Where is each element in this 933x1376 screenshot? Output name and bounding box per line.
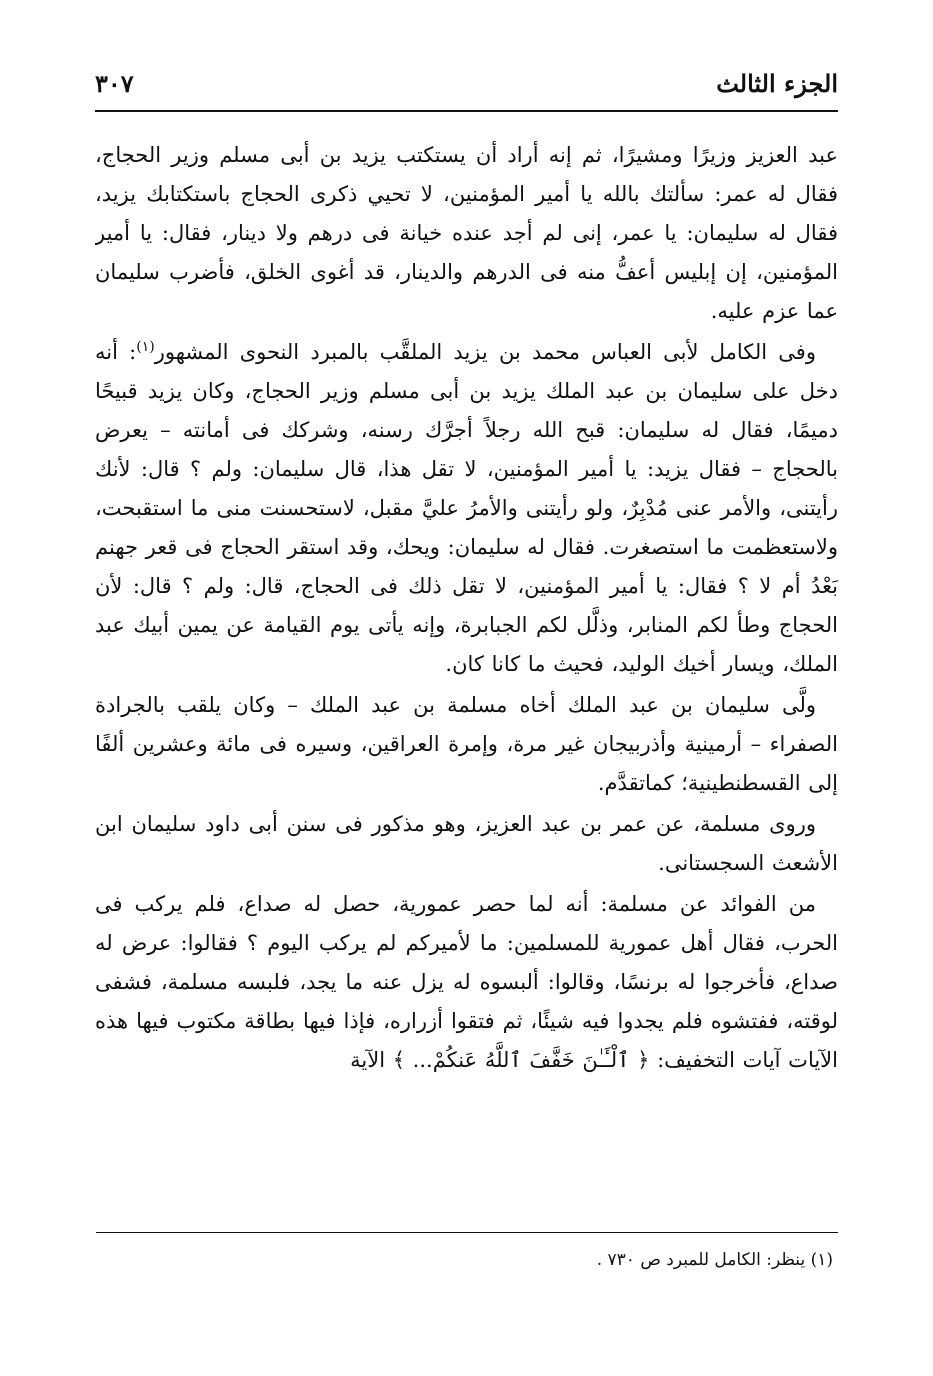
paragraph-2-text-continued: : أنه دخل على سليمان بن عبد الملك يزيد بن أبى مسلم وزير الحجاج، وكان يزيد قبيحًا دميمًا، فقال له سليمان: قبح الله رجلاً أجرَّك رسنه، وشركك فى أمانته – يعرض بالحجاج – فقال يزيد: يا أمير المؤمنين، لا تقل هذا، قال سليمان: ولم ؟ قال: لأنك رأيتنى، والأمر عنى مُدْبِرٌ، ولو رأيتنى والأمرُ عليَّ مقبل، لاستحسنت منى ما استقبحت، ولاستعظمت ما استصغرت. فقال له سليمان: ويحك، وقد استقر الحجاج فى قعر جهنم بَعْدُ أم لا ؟ فقال: يا أمير المؤمنين، لا تقل ذلك فى الحجاج، قال: ولم ؟ قال: لأن الحجاج وطأ لكم المنابر، وذلَّل لكم الجبابرة، وإنه يأتى يوم القيامة عن يمين أبيك عبد الملك، ويسار أخيك الوليد، فحيث ما كانا كان. <box>95 340 838 676</box>
page-number: ٣٠٧ <box>95 69 134 98</box>
paragraph-2 <box>95 333 838 684</box>
main-text <box>95 136 838 1224</box>
header-divider <box>95 110 838 112</box>
paragraph-5: من الفوائد عن مسلمة: أنه لما حصر عمورية، حصل له صداع، فلم يركب فى الحرب، فقال أهل عمورية للمسلمين: ما لأميركم لم يركب اليوم ؟ فقالوا: عرض له صداع، فأخرجوا له برنسًا، وقالوا: ألبسوه له يزل عنه ما يجد، فلبسه مسلمة، فشفى لوقته، ففتشوه فلم يجدوا فيه شيئًا، ثم فتقوا أزراره، فإذا فيها بطاقة مكتوب فيها هذه الآيات آيات التخفيف: ﴿ ٱلْـَٔـٰنَ خَفَّفَ ٱللَّهُ عَنكُمْ... ﴾ الآية <box>95 892 838 1072</box>
paragraph-1: عبد العزيز وزيرًا ومشيرًا، ثم إنه أراد أن يستكتب يزيد بن أبى مسلم وزير الحجاج، فقال له عمر: سألتك بالله يا أمير المؤمنين، لا تحيي ذكرى الحجاج باستكتابك يزيد، فقال له سليمان: يا عمر، إنى لم أجد عنده خيانة فى درهم ولا دينار، فقال: يا أمير المؤمنين، إن إبليس أعفُّ منه فى الدرهم والدينار، قد أغوى الخلق، فأضرب سليمان عما عزم عليه. <box>95 143 838 323</box>
paragraph-2-text: وفى الكامل لأبى العباس محمد بن يزيد الملقَّب بالمبرد النحوى المشهور <box>154 340 816 364</box>
footnote: (١) ينظر: الكامل للمبرد ص ٧٣٠ . <box>596 1250 833 1270</box>
page-header <box>95 60 838 104</box>
running-title: الجزء الثالث <box>716 69 838 98</box>
paragraph-3: ولَّى سليمان بن عبد الملك أخاه مسلمة بن عبد الملك – وكان يلقب بالجرادة الصفراء – أرمينية وأذربيجان غير مرة، وإمرة العراقين، وسيره فى مائة وعشرين ألفًا إلى القسطنطينية؛ كماتقدَّم. <box>95 693 838 795</box>
footnote-reference[interactable]: (١) <box>136 339 155 355</box>
paragraph-4: وروى مسلمة، عن عمر بن عبد العزيز، وهو مذكور فى سنن أبى داود سليمان ابن الأشعث السجستانى. <box>95 812 838 875</box>
footnote-divider <box>96 1232 838 1233</box>
